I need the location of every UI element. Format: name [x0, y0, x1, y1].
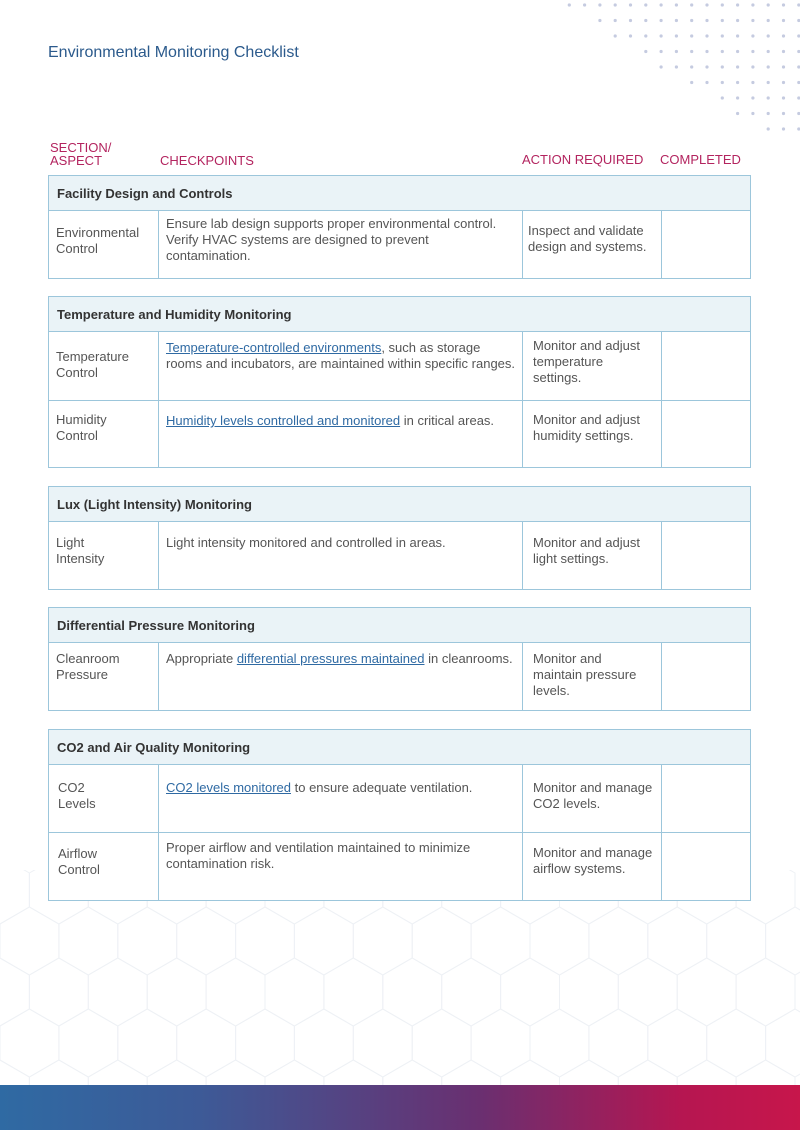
checkpoint-link[interactable]: CO2 levels monitored: [166, 780, 291, 795]
completed-checkbox[interactable]: [662, 401, 750, 467]
section-lux-monitoring: [48, 486, 751, 590]
aspect-cell: Temperature Control: [49, 332, 159, 400]
table-row: [49, 522, 750, 589]
page-title: Environmental Monitoring Checklist: [48, 44, 299, 61]
completed-checkbox[interactable]: [662, 833, 750, 900]
aspect-label: CO2 Levels: [58, 780, 96, 811]
checkpoint-text: in critical areas.: [400, 413, 495, 428]
checkpoint-cell: Proper airflow and ventilation maintained to minimize contamination risk.: [159, 833, 523, 900]
completed-checkbox[interactable]: [662, 765, 750, 832]
action-cell: Monitor and adjust temperature settings.: [523, 332, 662, 400]
section-title: Differential Pressure Monitoring: [49, 608, 750, 643]
checkpoint-cell: Ensure lab design supports proper environmental control. Verify HVAC systems are designed to prevent contamination.: [159, 211, 523, 278]
section-title: CO2 and Air Quality Monitoring: [49, 730, 750, 765]
table-row: [49, 643, 750, 710]
column-header-action: ACTION REQUIRED: [522, 152, 644, 167]
completed-checkbox[interactable]: [662, 643, 750, 710]
section-title: Temperature and Humidity Monitoring: [49, 297, 750, 332]
section-differential-pressure: [48, 607, 751, 711]
section-facility-design: [48, 175, 751, 279]
checkpoint-link[interactable]: Humidity levels controlled and monitored: [166, 413, 401, 428]
checkpoint-text: in cleanrooms.: [424, 651, 513, 666]
checkpoint-cell: [159, 765, 523, 832]
footer-gradient-bar: [0, 1085, 800, 1130]
checkpoint-text-pre: Appropriate: [166, 651, 237, 666]
aspect-cell: [49, 765, 159, 832]
section-co2-air-quality: [48, 729, 751, 901]
table-row: [49, 765, 750, 832]
checkpoint-cell: [159, 643, 523, 710]
action-cell: Monitor and maintain pressure levels.: [523, 643, 662, 710]
column-header-completed: COMPLETED: [660, 152, 741, 167]
section-temperature-humidity: [48, 296, 751, 468]
checkpoint-text: , such as storage rooms and incubators, are maintained within specific ranges.: [166, 340, 516, 371]
completed-checkbox[interactable]: [662, 211, 750, 278]
aspect-cell: Humidity Control: [49, 401, 159, 467]
action-cell: Monitor and adjust humidity settings.: [523, 401, 662, 467]
table-row: [49, 211, 750, 278]
checkpoint-cell: [159, 332, 523, 400]
aspect-cell: [49, 522, 159, 589]
column-header-section: SECTION/ ASPECT: [50, 140, 112, 168]
table-row: [49, 832, 750, 900]
checkpoint-cell: Light intensity monitored and controlled in areas.: [159, 522, 523, 589]
aspect-label: Airflow Control: [58, 846, 100, 877]
checkpoint-link[interactable]: Temperature-controlled environments: [166, 340, 382, 355]
decorative-hex-pattern: [0, 870, 800, 1085]
aspect-cell: Cleanroom Pressure: [49, 643, 159, 710]
column-header-checkpoints: CHECKPOINTS: [160, 153, 254, 168]
action-cell: Inspect and validate design and systems.: [523, 211, 662, 278]
action-cell: Monitor and adjust light settings.: [523, 522, 662, 589]
section-title: Facility Design and Controls: [49, 176, 750, 211]
aspect-label: Light Intensity: [56, 535, 105, 566]
checkpoint-link[interactable]: differential pressures maintained: [236, 651, 425, 666]
completed-checkbox[interactable]: [662, 522, 750, 589]
table-row: [49, 400, 750, 467]
completed-checkbox[interactable]: [662, 332, 750, 400]
aspect-cell: Environmental Control: [49, 211, 159, 278]
table-row: [49, 332, 750, 400]
checkpoint-cell: [159, 401, 523, 467]
action-cell: Monitor and manage CO2 levels.: [523, 765, 662, 832]
decorative-dot-pattern: [540, 0, 800, 135]
action-cell: Monitor and manage airflow systems.: [523, 833, 662, 900]
section-title: Lux (Light Intensity) Monitoring: [49, 487, 750, 522]
aspect-cell: [49, 833, 159, 900]
checkpoint-text: to ensure adequate ventilation.: [291, 780, 473, 795]
